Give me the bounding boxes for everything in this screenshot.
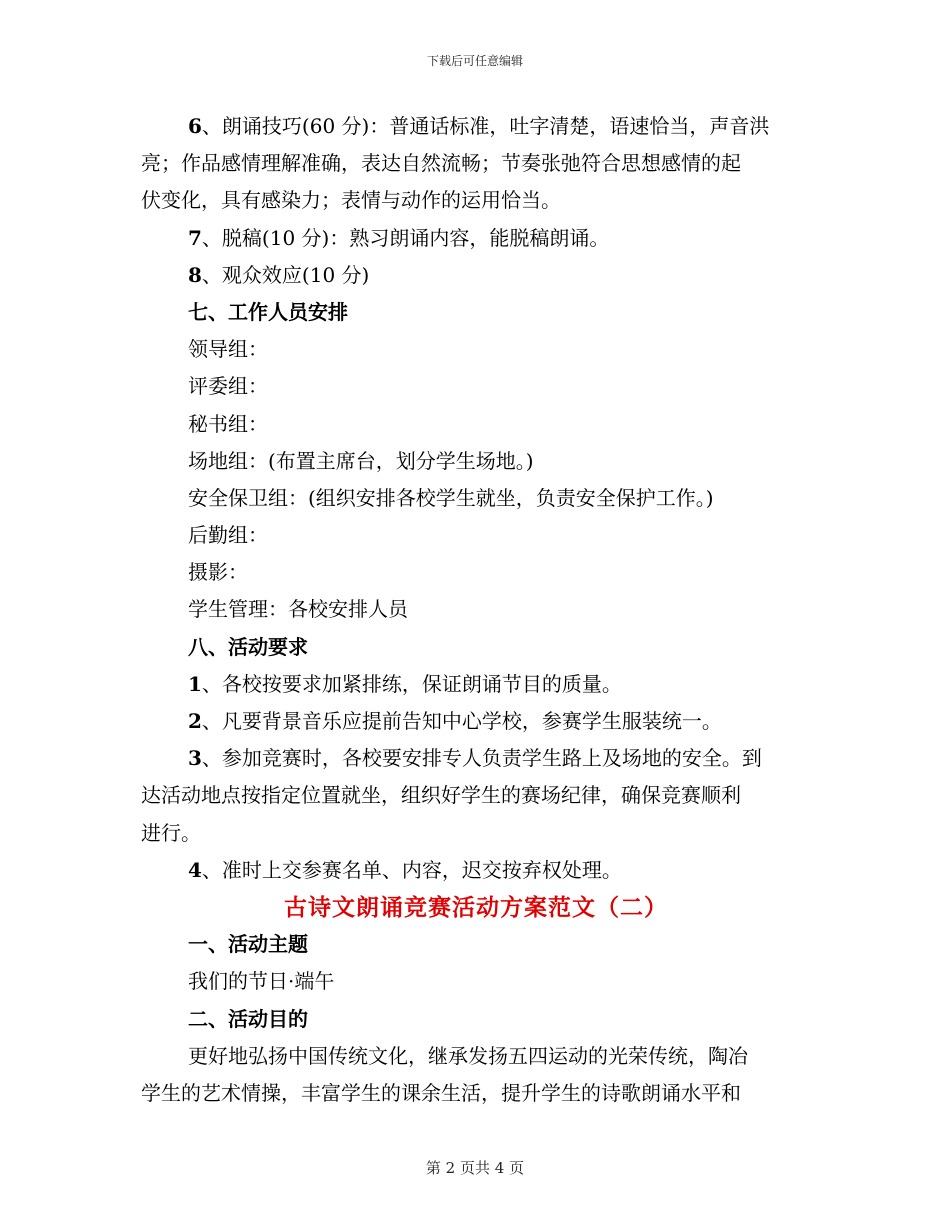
staff-group: 评委组： [188,374,268,399]
item-number: 2 [188,709,202,733]
staff-group: 学生管理：各校安排人员 [188,597,408,622]
item-text: 、凡要背景音乐应提前告知中心学校，参赛学生服装统一。 [201,709,722,733]
staff-group: 后勤组： [188,523,268,548]
item-text: 、观众效应(10 分) [201,262,370,287]
staff-group: 摄影： [188,560,248,585]
item-number: 4 [188,857,202,882]
item-number: 1 [188,671,202,696]
requirement-item-4 [141,852,811,889]
item-number: 7 [188,225,202,250]
document-title: 古诗文朗诵竞赛活动方案范文（二） [284,893,668,921]
paragraph-line: 更好地弘扬中国传统文化，继承发扬五四运动的光荣传统，陶冶 [188,1043,748,1068]
paragraph-line: 亮；作品感情理解准确，表达自然流畅；节奏张弛符合思想感情的起 [141,151,741,176]
requirement-item-3 [141,740,811,777]
item-text: 、朗诵技巧(60 分)：普通话标准，吐字清楚，语速恰当，声音洪 [201,114,770,138]
requirement-item-2 [141,703,811,740]
staff-group: 安全保卫组：(组织安排各校学生就坐，负责安全保护工作。) [188,485,714,510]
requirement-item-1 [141,666,811,703]
item-text: 、准时上交参赛名单、内容，迟交按弃权处理。 [201,857,622,882]
staff-group: 秘书组： [188,411,268,436]
document-body [141,108,811,1112]
paragraph-line: 达活动地点按指定位置就坐，组织好学生的赛场纪律，确保竞赛顺利 [141,783,741,808]
staff-group: 领导组： [188,337,268,362]
scoring-item-7 [141,220,811,257]
staff-group: 场地组：(布置主席台，划分学生场地。) [188,448,534,473]
paragraph-line: 伏变化，具有感染力；表情与动作的运用恰当。 [141,188,561,213]
item-text: 、脱稿(10 分)：熟习朗诵内容，能脱稿朗诵。 [201,225,610,250]
item-text: 、各校按要求加紧排练，保证朗诵节目的质量。 [201,671,622,696]
section-heading-staff: 七、工作人员安排 [188,299,348,324]
item-text: 、参加竞赛时，各校要安排专人负责学生路上及场地的安全。到 [201,746,762,771]
paragraph-line: 进行。 [141,820,201,845]
paragraph-line: 学生的艺术情操，丰富学生的课余生活，提升学生的诗歌朗诵水平和 [141,1080,741,1105]
section-heading-purpose: 二、活动目的 [188,1006,308,1031]
page-footer: 第 2 页共 4 页 [425,1159,525,1177]
scoring-item-8 [141,257,811,294]
page-header: 下载后可任意编辑 [426,54,523,68]
section-heading-theme: 一、活动主题 [188,932,308,957]
item-number: 8 [188,262,202,287]
theme-text: 我们的节日·端午 [188,969,335,994]
section-heading-requirements: 八、活动要求 [188,634,308,659]
scoring-item-6 [141,108,811,145]
item-number: 3 [188,746,202,771]
item-number: 6 [188,114,202,138]
